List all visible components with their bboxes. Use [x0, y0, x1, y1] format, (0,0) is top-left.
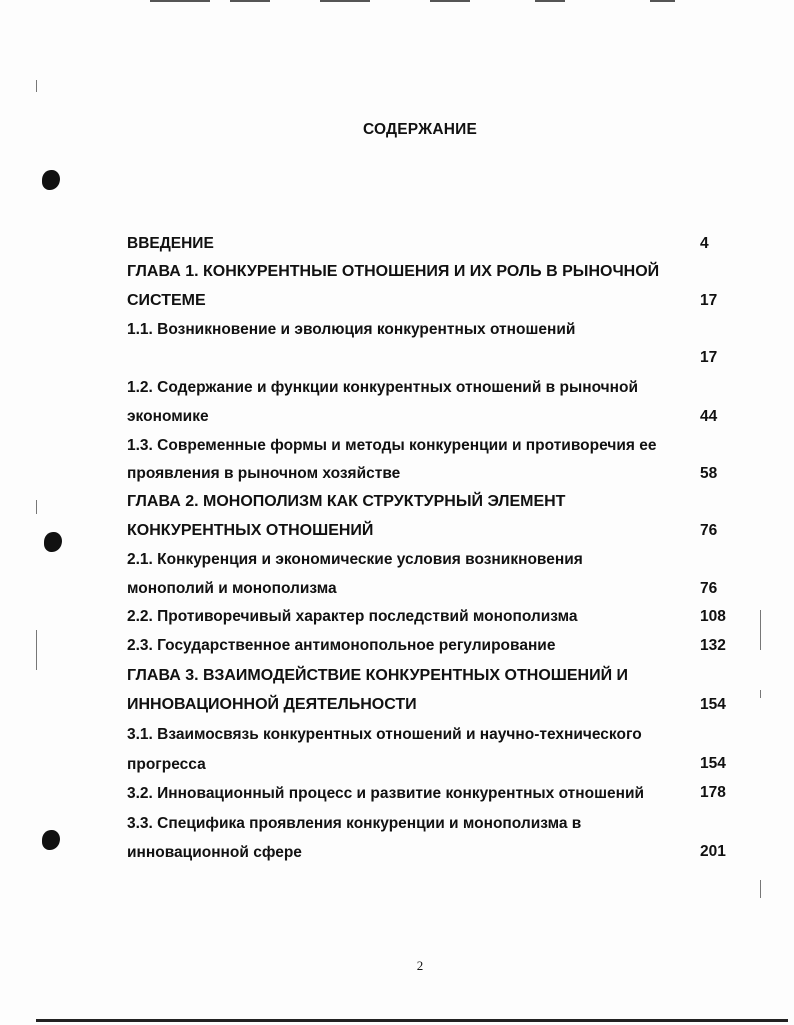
scan-edge-top	[320, 0, 370, 2]
scan-mark-right	[760, 690, 761, 698]
scan-mark-right	[760, 880, 761, 898]
scan-edge-top	[230, 0, 270, 2]
scan-edge-top	[150, 0, 210, 2]
page-number: 2	[416, 958, 424, 973]
toc-section-1-3-page: 58	[700, 465, 718, 482]
toc-section-3-1-page: 154	[700, 755, 726, 772]
toc-entry-introduction-title: ВВЕДЕНИЕ	[127, 235, 214, 252]
toc-chapter-3-page: 154	[700, 696, 726, 713]
toc-chapter-2-title-line1: ГЛАВА 2. МОНОПОЛИЗМ КАК СТРУКТУРНЫЙ ЭЛЕМЕНТ	[127, 493, 566, 510]
toc-section-3-3-title-line1: 3.3. Специфика проявления конкуренции и монополизма в	[127, 815, 582, 832]
punch-hole-mark	[44, 532, 62, 552]
toc-section-1-3-title-line2: проявления в рыночном хозяйстве	[127, 465, 401, 482]
toc-section-2-2-title: 2.2. Противоречивый характер последствий монополизма	[127, 608, 578, 625]
toc-section-1-1-title: 1.1. Возникновение и эволюция конкурентных отношений	[127, 321, 576, 338]
toc-section-3-3-page: 201	[700, 843, 726, 860]
scan-mark-left	[36, 500, 37, 514]
toc-section-1-3-title-line1: 1.3. Современные формы и методы конкуренции и противоречия ее	[127, 437, 657, 454]
toc-section-2-2-page: 108	[700, 608, 726, 625]
scan-edge-top	[430, 0, 470, 2]
toc-section-1-2-title-line1: 1.2. Содержание и функции конкурентных отношений в рыночной	[127, 379, 639, 396]
toc-chapter-1-title-line2: СИСТЕМЕ	[127, 292, 206, 309]
toc-chapter-3-title-line1: ГЛАВА 3. ВЗАИМОДЕЙСТВИЕ КОНКУРЕНТНЫХ ОТНОШЕНИЙ И	[127, 667, 629, 684]
toc-section-2-1-title-line1: 2.1. Конкуренция и экономические условия возникновения	[127, 551, 583, 568]
toc-section-1-2-title-line2: экономике	[127, 408, 209, 425]
scan-mark-left	[36, 80, 37, 92]
toc-section-2-3-page: 132	[700, 637, 726, 654]
toc-section-1-1-page: 17	[700, 349, 718, 366]
toc-chapter-2-page: 76	[700, 522, 718, 539]
toc-section-1-2-page: 44	[700, 408, 718, 425]
toc-section-3-2-page: 178	[700, 784, 726, 801]
toc-chapter-1-page: 17	[700, 292, 718, 309]
toc-section-3-2-title: 3.2. Инновационный процесс и развитие конкурентных отношений	[127, 785, 645, 802]
scan-edge-bottom	[36, 1019, 788, 1022]
toc-section-2-1-page: 76	[700, 580, 718, 597]
punch-hole-mark	[42, 830, 60, 850]
page-title: СОДЕРЖАНИЕ	[362, 121, 478, 138]
scan-edge-top	[650, 0, 675, 2]
punch-hole-mark	[42, 170, 60, 190]
toc-section-2-1-title-line2: монополий и монополизма	[127, 580, 337, 597]
toc-section-3-3-title-line2: инновационной сфере	[127, 844, 302, 861]
scan-edge-top	[535, 0, 565, 2]
toc-chapter-3-title-line2: ИННОВАЦИОННОЙ ДЕЯТЕЛЬНОСТИ	[127, 696, 417, 713]
toc-section-3-1-title-line2: прогресса	[127, 756, 206, 773]
toc-chapter-2-title-line2: КОНКУРЕНТНЫХ ОТНОШЕНИЙ	[127, 522, 374, 539]
toc-section-3-1-title-line1: 3.1. Взаимосвязь конкурентных отношений и научно-технического	[127, 726, 642, 743]
toc-entry-introduction-page: 4	[700, 235, 709, 252]
toc-section-2-3-title: 2.3. Государственное антимонопольное регулирование	[127, 637, 556, 654]
scan-mark-right	[760, 610, 761, 650]
toc-chapter-1-title-line1: ГЛАВА 1. КОНКУРЕНТНЫЕ ОТНОШЕНИЯ И ИХ РОЛЬ В РЫНОЧНОЙ	[127, 263, 660, 280]
scan-mark-left	[36, 630, 37, 670]
